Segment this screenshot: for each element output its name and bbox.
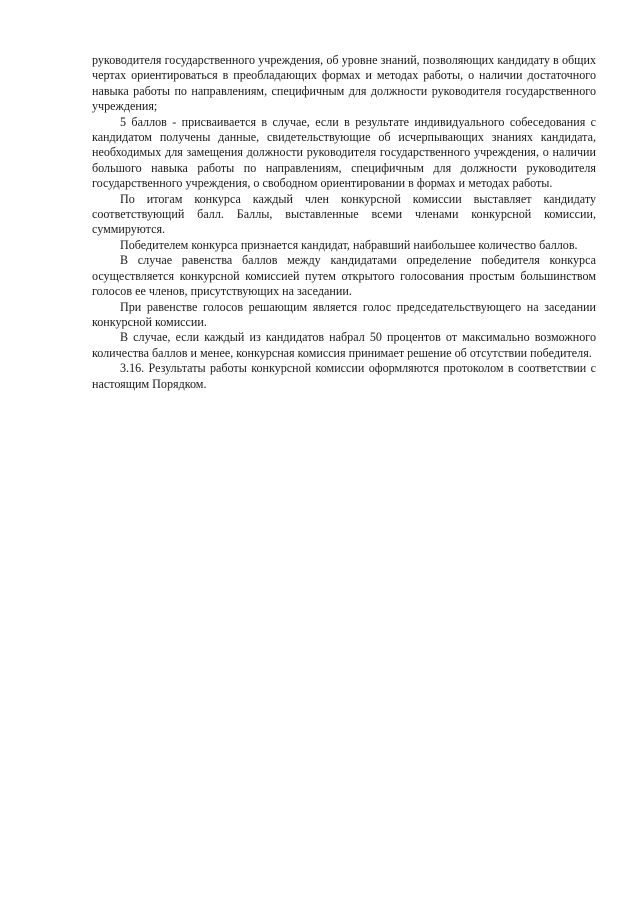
paragraph-protocol: 3.16. Результаты работы конкурсной комиссии оформляются протоколом в соответствии с настоящим Порядком. [92,361,596,391]
paragraph-tie-vote: В случае равенства баллов между кандидатами определение победителя конкурса осуществляется конкурсной комиссией путем открытого голосования простым большинством голосов ее членов, присутствующих на заседании. [92,253,596,299]
paragraph-no-winner: В случае, если каждый из кандидатов набрал 50 процентов от максимально возможного количества баллов и менее, конкурсная комиссия принимает решение об отсутствии победителя. [92,330,596,360]
paragraph-winner: Победителем конкурса признается кандидат, набравший наибольшее количество баллов. [120,237,578,252]
paragraph-five-points: 5 баллов - присваивается в случае, если в результате индивидуального собеседования с кандидатом получены данные, свидетельствующие об исчерпывающих знаниях кандидата, необходимых для замещения должности руководителя государственного учреждения, о наличии большого навыка работы по направлениям, специфичным для должности руководителя государственного учреждения, о свободном ориентировании в формах и методах работы. [92,114,596,191]
paragraph-scoring: По итогам конкурса каждый член конкурсной комиссии выставляет кандидату соответствующий балл. Баллы, выставленные всеми членами конкурсной комиссии, суммируются. [92,191,596,237]
paragraph-casting-vote: При равенстве голосов решающим является голос председательствующего на заседании конкурсной комиссии. [92,299,596,329]
paragraph-continuation: руководителя государственного учреждения, об уровне знаний, позволяющих кандидату в общих чертах ориентироваться в преобладающих формах и методах работы, о наличии достаточного навыка работы по направлениям, специфичным для должности руководителя государственного учреждения; [92,53,596,114]
document-body [92,53,596,392]
